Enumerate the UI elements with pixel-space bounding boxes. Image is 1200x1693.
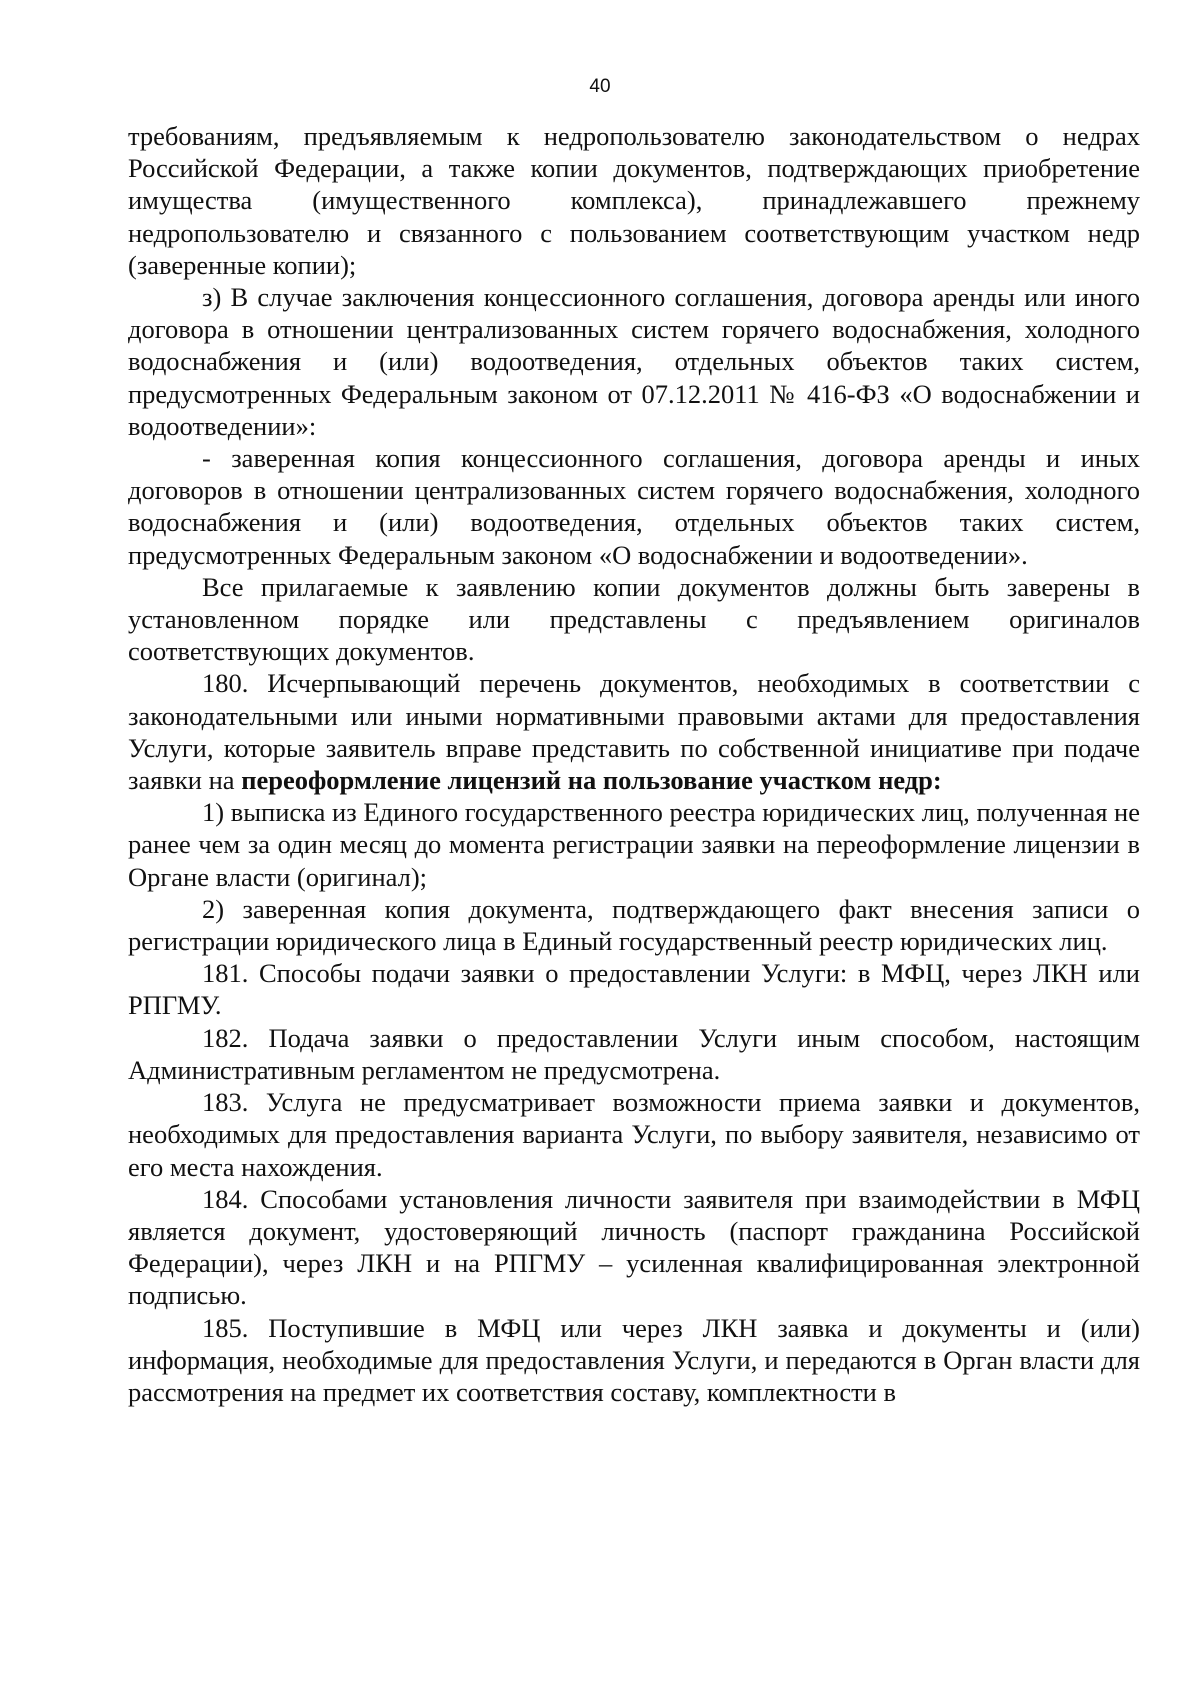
paragraph-181: 181. Способы подачи заявки о предоставлении Услуги: в МФЦ, через ЛКН или РПГМУ. [128,958,1140,1021]
paragraph-180-item-1: 1) выписка из Единого государственного реестра юридических лиц, полученная не ранее чем за один месяц до момента регистрации заявки на переоформление лицензии в Органе власти (оригинал); [128,797,1140,892]
paragraph-184: 184. Способами установления личности заявителя при взаимодействии в МФЦ является документ, удостоверяющий личность (паспорт гражданина Российской Федерации), через ЛКН и на РПГМУ – усиленная квалифицированная электронной подписью. [128,1183,1140,1311]
paragraph-certified-copy-concession: - заверенная копия концессионного соглашения, договора аренды и иных договоров в отношении централизованных систем горячего водоснабжения, холодного водоснабжения и (или) водоотведения, отдельных объектов таких систем, предусмотренных Федеральным законом «О водоснабжении и водоотведении». [128,443,1140,570]
paragraph-183: 183. Услуга не предусматривает возможности приема заявки и документов, необходимых для предоставления варианта Услуги, по выбору заявителя, независимо от его места нахождения. [128,1087,1140,1182]
document-body [128,120,1140,1408]
page-number: 40 [589,76,611,97]
paragraph-180 [128,667,1140,796]
paragraph-182: 182. Подача заявки о предоставлении Услуги иным способом, настоящим Административным регламентом не предусмотрена. [128,1022,1140,1085]
paragraph-180-bold-text: переоформление лицензий на пользование участком недр [241,765,933,796]
paragraph-180-colon: : [932,765,942,796]
paragraph-180-item-2: 2) заверенная копия документа, подтверждающего факт внесения записи о регистрации юридического лица в Единый государственный реестр юридических лиц. [128,893,1140,957]
paragraph-attached-copies: Все прилагаемые к заявлению копии документов должны быть заверены в установленном порядке или представлены с предъявлением оригиналов соответствующих документов. [128,571,1140,667]
paragraph-180-text: 180. Исчерпывающий перечень документов, необходимых в соответствии с законодательными или иными нормативными правовыми актами для предоставления Услуги, которые заявитель вправе представить по собственной инициативе при подаче заявки на [128,668,1140,796]
paragraph-z-concession: з) В случае заключения концессионного соглашения, договора аренды или иного договора в отношении централизованных систем горячего водоснабжения, холодного водоснабжения и (или) водоотведения, отдельных объектов таких систем, предусмотренных Федеральным законом от 07.12.2011 № 416-ФЗ «О водоснабжении и водоотведении»: [128,282,1140,441]
paragraph-requirements-continuation: требованиям, предъявляемым к недропользователю законодательством о недрах Российской Федерации, а также копии документов, подтверждающих приобретение имущества (имущественного комплекса), принадлежавшего прежнему недропользователю и связанного с пользованием соответствующим участком недр (заверенные копии); [128,121,1140,280]
paragraph-185: 185. Поступившие в МФЦ или через ЛКН заявка и документы и (или) информация, необходимые для предоставления Услуги, и передаются в Орган власти для рассмотрения на предмет их соответствия составу, комплектности в [128,1312,1140,1407]
